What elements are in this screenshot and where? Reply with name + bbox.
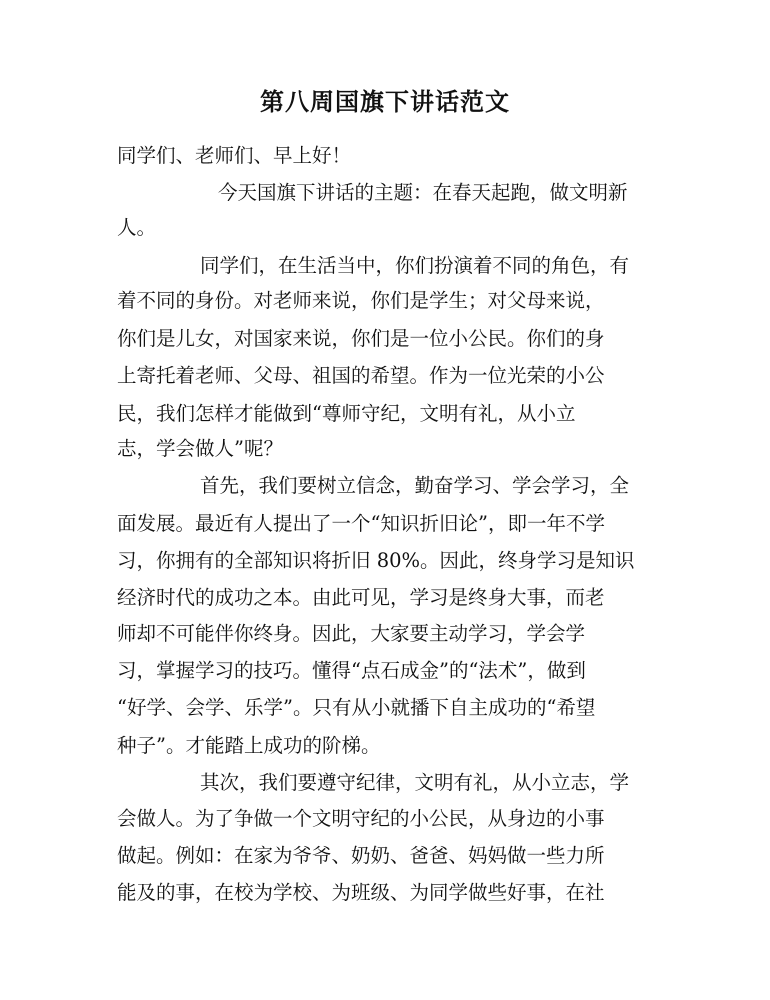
text-line: “好学、会学、乐学”。只有从小就播下自主成功的“希望 [117,696,596,719]
text-line: 人。 [117,216,157,239]
text-line: 习，你拥有的全部知识将折旧 80%。因此，终身学习是知识 [117,549,635,572]
document-title: 第八周国旗下讲话范文 [260,88,510,116]
text-line: 能及的事，在校为学校、为班级、为同学做些好事，在社 [117,881,605,904]
text-line: 种子”。才能踏上成功的阶梯。 [117,734,381,757]
text-line: 同学们，在生活当中，你们扮演着不同的角色，有 [200,254,630,277]
text-line: 着不同的身份。对老师来说，你们是学生；对父母来说， [117,289,605,312]
text-line: 上寄托着老师、父母、祖国的希望。作为一位光荣的小公 [117,364,605,387]
text-line: 首先，我们要树立信念，勤奋学习、学会学习，全 [200,474,630,497]
text-line: 民，我们怎样才能做到“尊师守纪，文明有礼，从小立 [117,402,576,425]
text-line: 做起。例如：在家为爷爷、奶奶、爸爸、妈妈做一些力所 [117,844,605,867]
text-line: 同学们、老师们、早上好！ [117,144,352,167]
text-line: 志，学会做人”呢？ [117,437,283,460]
text-line: 会做人。为了争做一个文明守纪的小公民，从身边的小事 [117,807,605,830]
text-line: 经济时代的成功之本。由此可见，学习是终身大事，而老 [117,586,605,609]
text-line: 你们是儿女，对国家来说，你们是一位小公民。你们的身 [117,327,605,350]
text-line: 今天国旗下讲话的主题：在春天起跑，做文明新 [218,181,628,204]
text-line: 师却不可能伴你终身。因此，大家要主动学习，学会学 [117,622,586,645]
text-line: 习，掌握学习的技巧。懂得“点石成金”的“法术”，做到 [117,659,586,682]
text-line: 其次，我们要遵守纪律，文明有礼，从小立志，学 [200,771,630,794]
text-line: 面发展。最近有人提出了一个“知识折旧论”，即一年不学 [117,512,605,535]
